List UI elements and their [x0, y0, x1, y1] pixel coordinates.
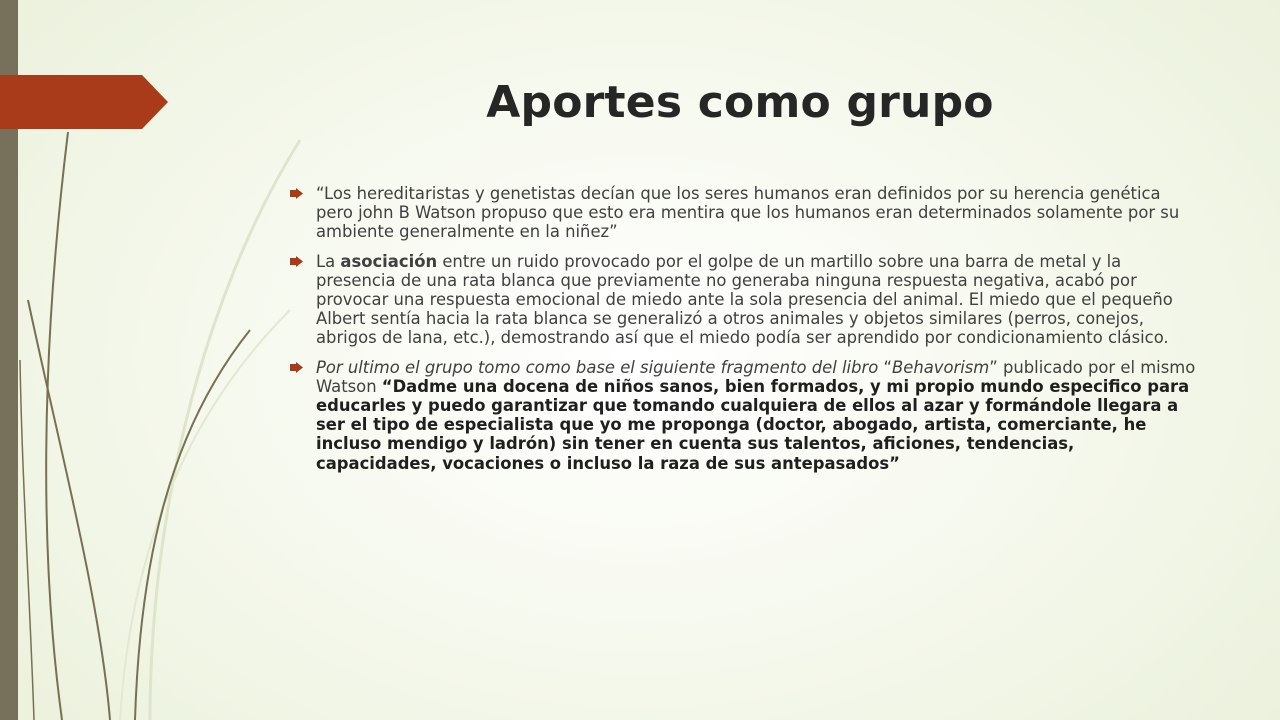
bullet-2-prefix: La [316, 251, 341, 271]
bullet-2-bold-term: asociación [340, 251, 438, 271]
bullet-list [290, 184, 1200, 483]
bullet-item-2 [290, 252, 1200, 348]
bullet-2-rest: entre un ruido provocado por el golpe de un martillo sobre una barra de metal y la presencia de una rata blanca que previamente no generaba ninguna respuesta negativa, acabó por provocar una respuesta emocional de miedo ante la sola presencia del animal. El miedo que el pequeño Albert sentía hacia la rata blanca se generalizó a otros animales y objetos similares (perros, conejos, abrigos de lana, etc.), demostrando así que el miedo podía ser aprendido por condicionamiento clásico. [316, 251, 1173, 348]
bullet-item-3 [290, 358, 1200, 473]
bullet-3-quote-open: “ [883, 357, 892, 377]
bullet-3-book-title: Behavorism [891, 357, 990, 377]
bullet-item-1 [290, 184, 1200, 242]
title-accent-tab [0, 75, 168, 129]
bullet-3-watson-quote: “Dadme una docena de niños sanos, bien formados, y mi propio mundo especifico para educarles y puedo garantizar que tomando cualquiera de ellos al azar y formándole llegara a ser el tipo de especialista que yo me proponga (doctor, abogado, artista, comerciante, he incluso mendigo y ladrón) sin tener en cuenta sus talentos, aficiones, tendencias, capacidades, vocaciones o incluso la raza de sus antepasados” [316, 376, 1190, 473]
slide-title: Aportes como grupo [486, 77, 994, 128]
decor-curve-dark-4 [20, 360, 34, 720]
decor-curve-dark-2 [28, 300, 110, 720]
decor-curve-light-2 [120, 310, 290, 720]
decor-curve-light [150, 140, 300, 720]
bullet-3-published: ” publicado por el mismo Watson [316, 357, 1196, 396]
arrow-bullet-icon [290, 256, 303, 267]
bullet-3-italic-intro: Por ultimo el grupo tomo como base el siguiente fragmento del libro [316, 357, 884, 377]
bullet-1-text: “Los hereditaristas y genetistas decían que los seres humanos eran definidos por su herencia genética pero john B Watson propuso que esto era mentira que los humanos eran determinados solamente por su ambiente generalmente en la niñez” [316, 184, 1180, 242]
arrow-bullet-icon [290, 188, 303, 199]
arrow-bullet-icon [290, 362, 303, 373]
